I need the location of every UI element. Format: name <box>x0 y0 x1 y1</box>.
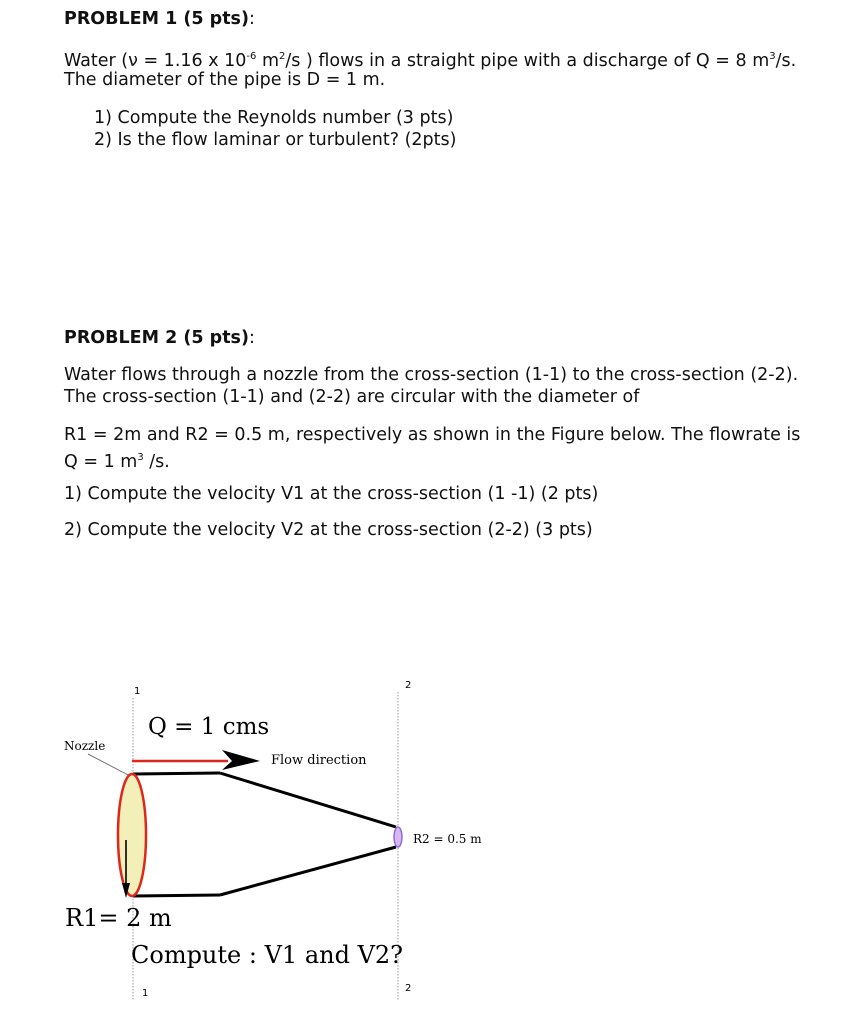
nozzle-leader-line <box>88 754 130 776</box>
problem2-line4-sup: 3 <box>137 452 144 463</box>
problem2-line4-a: Q = 1 m <box>64 452 138 472</box>
section-2-label-top: 2 <box>405 680 412 691</box>
r1-label: R1= 2 m <box>65 904 172 932</box>
problem2-line4 <box>64 447 170 473</box>
problem1-line1-a: Water (ν = 1.16 x 10 <box>64 51 247 71</box>
problem1-question-1: 1) Compute the Reynolds number (3 pts) <box>94 108 454 128</box>
problem1-heading-text: PROBLEM 1 (5 pts) <box>64 9 249 29</box>
problem2-question-1: 1) Compute the velocity V1 at the cross-section (1 -1) (2 pts) <box>64 484 599 504</box>
nozzle-upper-taper <box>220 773 396 827</box>
problem1-line1-d: /s. <box>775 51 797 71</box>
problem1-line1-c: /s ) flows in a straight pipe with a discharge of Q = 8 m <box>285 51 770 71</box>
problem2-line4-b: /s. <box>143 452 170 472</box>
section-1-label-bottom: 1 <box>142 988 149 999</box>
problem2-heading-text: PROBLEM 2 (5 pts) <box>64 328 249 348</box>
inlet-cross-section <box>118 774 146 896</box>
r2-label: R2 = 0.5 m <box>413 832 482 846</box>
problem1-line1-b: m <box>256 51 280 71</box>
problem2-line1: Water flows through a nozzle from the cross-section (1-1) to the cross-section (2-2). <box>64 365 799 385</box>
problem1-line1-sup2: 2 <box>279 51 286 62</box>
problem1-line1-sup3: 3 <box>769 51 776 62</box>
section-2-label-bottom: 2 <box>405 983 412 994</box>
flow-direction-label: Flow direction <box>271 753 367 768</box>
problem2-line2: The cross-section (1-1) and (2-2) are circular with the diameter of <box>64 387 640 407</box>
problem1-heading <box>64 8 255 30</box>
problem2-heading-colon: : <box>248 328 255 348</box>
problem2-question-2: 2) Compute the velocity V2 at the cross-section (2-2) (3 pts) <box>64 520 593 540</box>
flowrate-label: Q = 1 cms <box>148 714 270 740</box>
problem2-line3: R1 = 2m and R2 = 0.5 m, respectively as shown in the Figure below. The flowrate is <box>64 425 801 445</box>
problem1-line2: The diameter of the pipe is D = 1 m. <box>64 70 386 90</box>
problem1-question-2: 2) Is the flow laminar or turbulent? (2pts) <box>94 130 457 150</box>
compute-label: Compute : V1 and V2? <box>131 941 404 969</box>
nozzle-lower-taper <box>220 847 396 895</box>
section-1-label-top: 1 <box>134 686 141 697</box>
problem1-line1-exponent: -6 <box>246 51 257 62</box>
outlet-cross-section <box>394 827 402 847</box>
nozzle-upper-wall <box>133 773 220 774</box>
problem2-heading <box>64 327 255 349</box>
nozzle-figure <box>60 670 490 1020</box>
nozzle-label: Nozzle <box>64 739 106 753</box>
nozzle-lower-wall <box>133 895 220 896</box>
problem1-heading-colon: : <box>248 9 255 29</box>
